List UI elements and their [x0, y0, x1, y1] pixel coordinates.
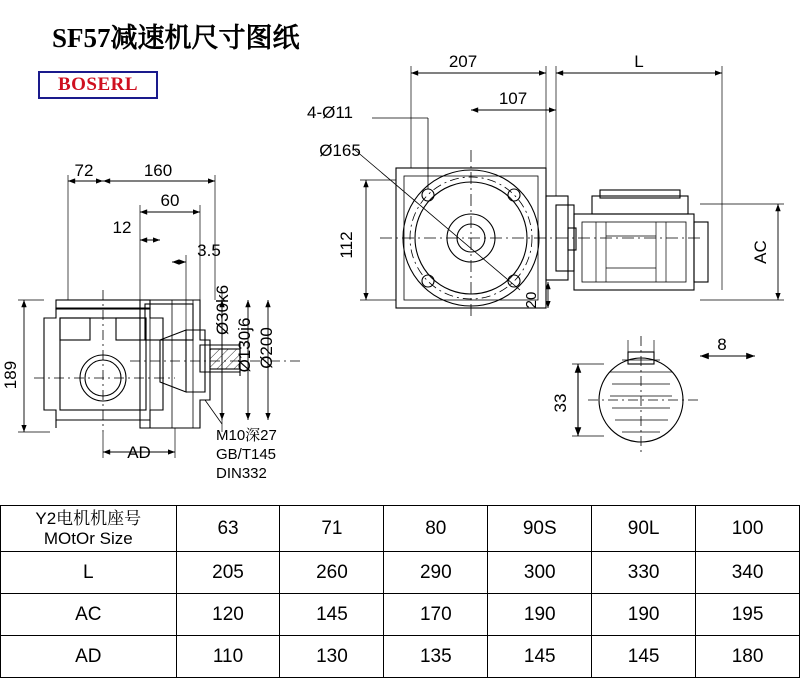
dim-L: L	[634, 52, 644, 71]
motor-size-table	[0, 505, 800, 678]
cell-AD-90l: 145	[592, 636, 696, 678]
dim-33: 33	[551, 393, 570, 413]
cell-AC-80: 170	[384, 594, 488, 636]
table-row	[1, 594, 800, 636]
table-header-row	[1, 506, 800, 552]
dim-112: 112	[337, 231, 356, 259]
dim-12: 12	[112, 218, 132, 237]
dim-189: 189	[1, 360, 20, 390]
dim-72: 72	[74, 161, 94, 180]
cell-AC-63: 120	[176, 594, 280, 636]
table-header-size-63: 63	[176, 506, 280, 552]
cell-AD-71: 130	[280, 636, 384, 678]
dim-4xO11: 4-Ø11	[307, 103, 353, 122]
cell-AC-71: 145	[280, 594, 384, 636]
cell-AD-63: 110	[176, 636, 280, 678]
brand-logo-text: BOSERL	[57, 74, 139, 95]
cell-AD-80: 135	[384, 636, 488, 678]
cell-AD-100: 180	[696, 636, 800, 678]
dim-O200: Ø200	[257, 327, 276, 369]
cell-AC-90l: 190	[592, 594, 696, 636]
table-row	[1, 552, 800, 594]
table-header-label-cn: Y2电机机座号	[35, 508, 142, 528]
page-title: SF57减速机尺寸图纸	[52, 23, 300, 53]
cell-AD-90s: 145	[488, 636, 592, 678]
dim-AC: AC	[751, 240, 770, 264]
note-thread: M10深27	[216, 427, 277, 444]
cell-L-71: 260	[280, 552, 384, 594]
cell-L-100: 340	[696, 552, 800, 594]
row-label-AD: AD	[1, 636, 177, 678]
dim-AD: AD	[127, 443, 151, 462]
cell-AC-90s: 190	[488, 594, 592, 636]
table-header-size-80: 80	[384, 506, 488, 552]
cell-L-90l: 330	[592, 552, 696, 594]
dim-8: 8	[717, 335, 727, 354]
dim-3-5: 3.5	[197, 241, 221, 260]
dim-O165: Ø165	[319, 141, 361, 160]
cell-L-90s: 300	[488, 552, 592, 594]
table-row	[1, 636, 800, 678]
shaft-section-view	[572, 336, 755, 456]
table-header-size-100: 100	[696, 506, 800, 552]
dim-O30k6: Ø30k6	[213, 284, 232, 336]
table-header-label-en: MOtOr Size	[43, 528, 133, 548]
table-header-label	[1, 506, 177, 552]
dim-107: 107	[498, 89, 528, 108]
row-label-AC: AC	[1, 594, 177, 636]
table-header-size-71: 71	[280, 506, 384, 552]
cell-L-63: 205	[176, 552, 280, 594]
dimension-labels	[1, 52, 770, 462]
top-dimensions	[360, 66, 784, 308]
row-label-L: L	[1, 552, 177, 594]
dim-20: 20	[523, 291, 540, 309]
note-standard-din: DIN332	[216, 465, 267, 482]
table-header-size-90l: 90L	[592, 506, 696, 552]
dim-207: 207	[448, 52, 478, 71]
dim-160: 160	[143, 161, 173, 180]
dim-O130j6: Ø130j6	[235, 317, 254, 373]
table-header-size-90s: 90S	[488, 506, 592, 552]
drawing-notes	[216, 427, 277, 482]
dim-60: 60	[160, 191, 180, 210]
note-standard-gb: GB/T145	[216, 446, 277, 463]
cell-L-80: 290	[384, 552, 488, 594]
cell-AC-100: 195	[696, 594, 800, 636]
